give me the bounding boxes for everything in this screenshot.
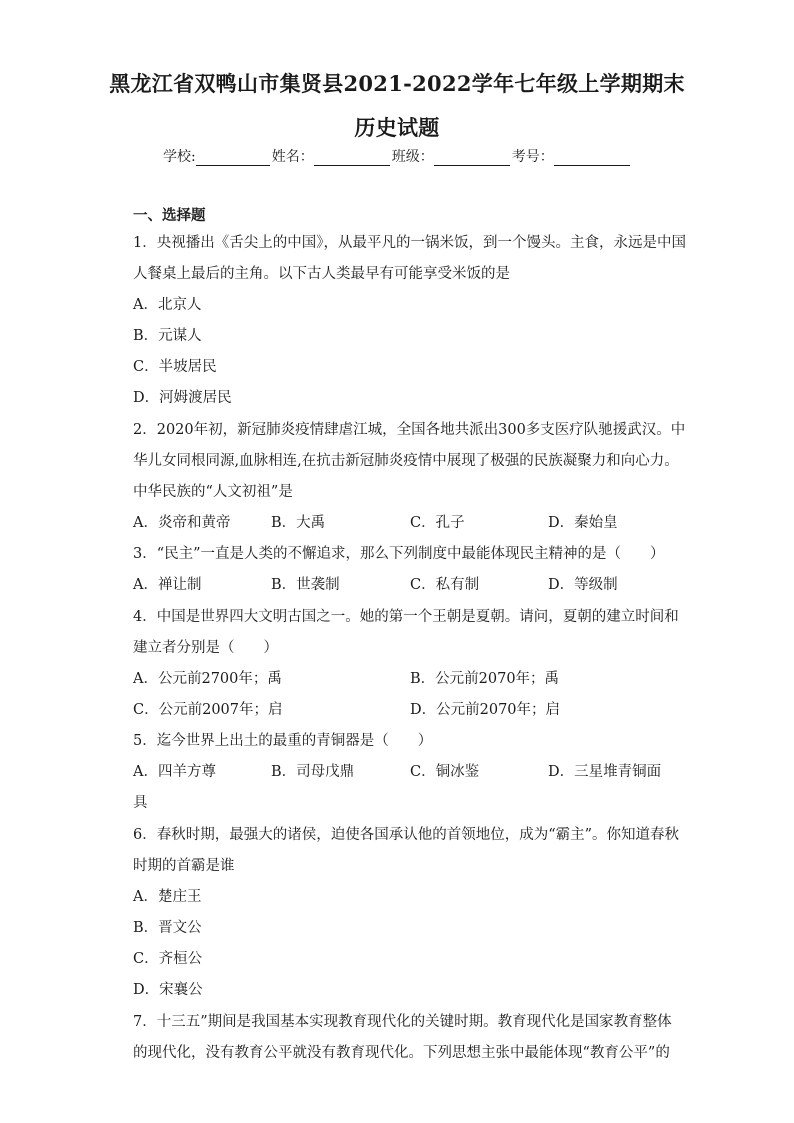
name-blank[interactable] [314, 149, 390, 166]
question-1-text-cont: 人餐桌上最后的主角。以下古人类最早有可能享受米饭的是 [133, 266, 510, 282]
q4-option-a[interactable]: A．公元前2700年；禹 [133, 671, 282, 687]
q1-option-b[interactable]: B．元谋人 [133, 328, 202, 344]
question-7-text-cont: 的现代化，没有教育公平就没有教育现代化。下列思想主张中最能体现“教育公平”的 [133, 1045, 670, 1061]
q5-option-c[interactable]: C．铜冰鉴 [410, 764, 480, 780]
question-2-text-cont2: 中华民族的“人文初祖”是 [133, 484, 293, 500]
question-4-text: 4．中国是世界四大文明古国之一。她的第一个王朝是夏朝。请问，夏朝的建立时间和 [133, 609, 679, 625]
class-blank[interactable] [434, 149, 510, 166]
q3-option-a[interactable]: A．禅让制 [133, 577, 202, 593]
question-6-text: 6．春秋时期，最强大的诸侯，迫使各国承认他的首领地位，成为“霸主”。你知道春秋 [133, 827, 680, 843]
q2-option-d[interactable]: D．秦始皇 [548, 515, 618, 531]
name-label: 姓名： [271, 149, 314, 165]
q6-option-d[interactable]: D．宋襄公 [133, 982, 203, 998]
question-4-text-cont: 建立者分别是（ ） [133, 640, 278, 656]
q4-option-c[interactable]: C．公元前2007年；启 [133, 702, 283, 718]
q3-option-b[interactable]: B．世袭制 [271, 577, 340, 593]
exam-subject: 历史试题 [354, 115, 440, 140]
question-5-text: 5．迄今世界上出土的最重的青铜器是（ ） [133, 733, 433, 749]
question-2-text-cont: 华儿女同根同源,血脉相连,在抗击新冠肺炎疫情中展现了极强的民族凝聚力和向心力。 [133, 453, 679, 469]
school-blank[interactable] [196, 149, 270, 166]
question-1-text: 1．央视播出《舌尖上的中国》，从最平凡的一锅米饭，到一个馒头。主食，永远是中国 [133, 235, 686, 251]
q3-option-c[interactable]: C．私有制 [410, 577, 480, 593]
school-label: 学校: [163, 149, 196, 165]
q2-option-c[interactable]: C．孔子 [410, 515, 465, 531]
exam-title: 黑龙江省双鸭山市集贤县2021-2022学年七年级上学期期末 [109, 71, 685, 96]
number-blank[interactable] [554, 149, 630, 166]
class-label: 班级： [391, 149, 434, 165]
number-label: 考号： [511, 149, 554, 165]
question-7-text: 7．十三五”期间是我国基本实现教育现代化的关键时期。教育现代化是国家教育整体 [133, 1014, 672, 1030]
q2-option-b[interactable]: B．大禹 [271, 515, 326, 531]
section-heading: 一、选择题 [133, 207, 206, 224]
q1-option-a[interactable]: A．北京人 [133, 297, 202, 313]
q5-option-a[interactable]: A．四羊方尊 [133, 764, 216, 780]
q3-option-d[interactable]: D．等级制 [548, 577, 618, 593]
q5-option-d-cont: 具 [133, 795, 148, 811]
q6-option-b[interactable]: B．晋文公 [133, 920, 202, 936]
question-3-text: 3．“民主”一直是人类的不懈追求，那么下列制度中最能体现民主精神的是（ ） [133, 546, 665, 562]
q5-option-b[interactable]: B．司母戊鼎 [271, 764, 355, 780]
question-2-text: 2．2020年初，新冠肺炎疫情肆虐江城，全国各地共派出300多支医疗队驰援武汉。中 [133, 422, 686, 438]
q1-option-c[interactable]: C．半坡居民 [133, 359, 217, 375]
q5-option-d[interactable]: D．三星堆青铜面 [548, 764, 662, 780]
q4-option-d[interactable]: D．公元前2070年；启 [410, 702, 561, 718]
q6-option-a[interactable]: A．楚庄王 [133, 889, 202, 905]
q6-option-c[interactable]: C．齐桓公 [133, 951, 203, 967]
question-6-text-cont: 时期的首霸是谁 [133, 858, 235, 874]
q1-option-d[interactable]: D．河姆渡居民 [133, 390, 232, 406]
q4-option-b[interactable]: B．公元前2070年；禹 [410, 671, 560, 687]
student-info-row [163, 146, 632, 166]
q2-option-a[interactable]: A．炎帝和黄帝 [133, 515, 231, 531]
